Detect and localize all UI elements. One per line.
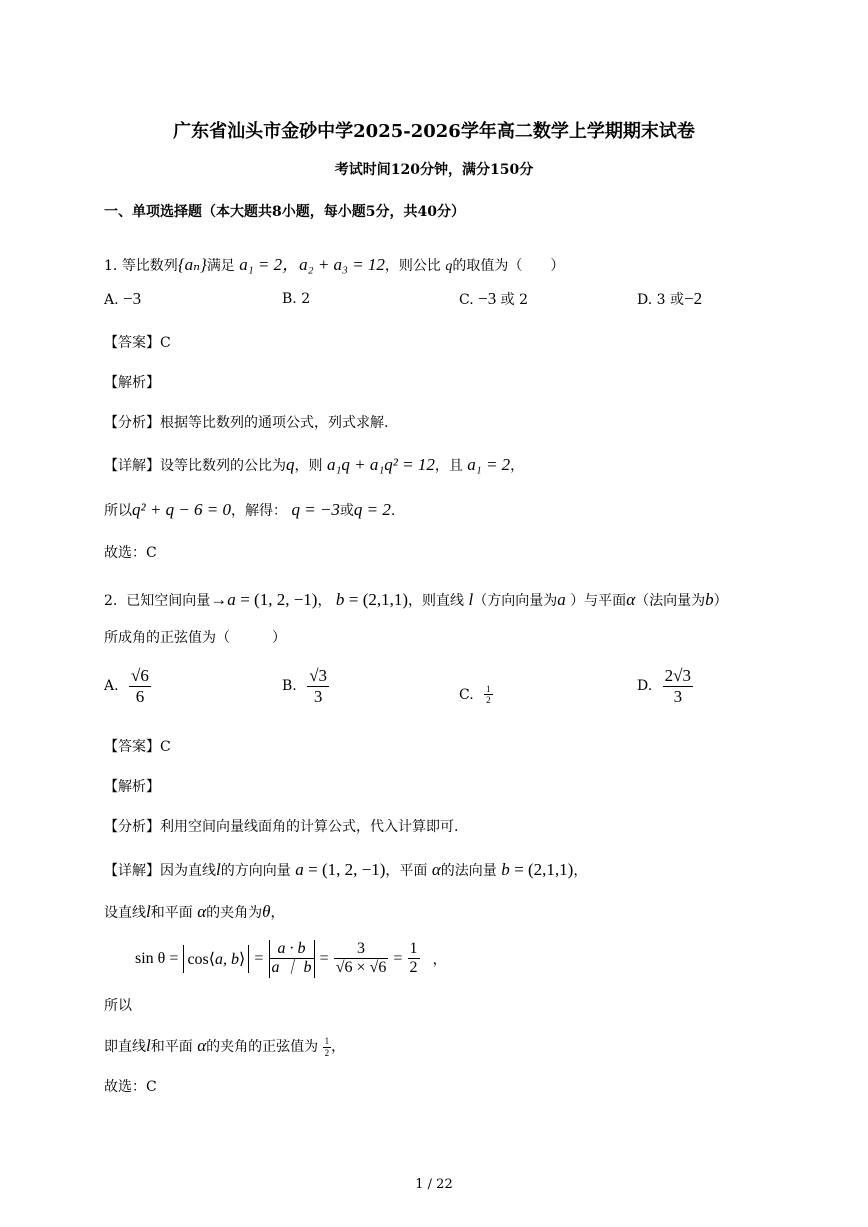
q1-fenxi: 【分析】根据等比数列的通项公式，列式求解. xyxy=(104,415,389,431)
q2-detail: 【详解】因为直线l的方向向量 a = (1, 2, −1)，平面 α的法向量 b = (2,1,1)， xyxy=(104,860,588,879)
q1-stem: 1. 等比数列{aₙ}满足 a₁ = 2，a₂ + a₃ = 12，则公比 q的取值为（ ） xyxy=(104,255,565,274)
q1-option-b: B. 2 xyxy=(282,291,311,307)
exam-info: 考试时间120分钟，满分150分 xyxy=(334,162,534,178)
q2-answer: 【答案】C xyxy=(104,739,171,755)
q2-fenxi: 【分析】利用空间向量线面角的计算公式，代入计算即可. xyxy=(104,819,459,835)
page-title: 广东省汕头市金砂中学2025-2026学年高二数学上学期期末试卷 xyxy=(173,121,695,142)
q2-option-c: C. $\frac{1}{2}$ xyxy=(459,684,491,706)
q2-formula: sin θ = cos⟨a, b⟩ = $\frac{a \cdot b}{a | b}$ = $\frac{3}{√6 \times √6}$ = $\frac{1}{2}$ ， xyxy=(135,940,447,977)
q2-stem: 2. 已知空间向量→a = (1, 2, −1)， b = (2,1,1)，则直线 l（方向向量为a ）与平面α（法向量为b） xyxy=(104,590,728,609)
q1-option-a: A. −3 xyxy=(104,289,142,308)
q2-option-d: D. $\frac{2√3}{3}$ xyxy=(637,666,691,706)
q2-choice: 故选：C xyxy=(104,1079,157,1095)
q2-conclusion: 即直线l和平面 α的夹角的正弦值为 $\frac{1}{2}$ ， xyxy=(104,1036,346,1058)
q2-option-b: B. $\frac{√3}{3}$ xyxy=(282,666,328,706)
q1-option-c: C. −3 或 2 xyxy=(459,289,529,308)
page-number: 1 / 22 xyxy=(415,1177,453,1192)
q1-analysis-label: 【解析】 xyxy=(104,375,160,391)
q1-detail: 【详解】设等比数列的公比为q，则 a₁q + a₁q² = 12，且 a₁ = 2， xyxy=(104,455,525,474)
q2-set-angle: 设直线l和平面 α的夹角为θ， xyxy=(104,902,285,921)
q1-solution: 所以q² + q − 6 = 0，解得： q = −3或q = 2. xyxy=(104,500,396,519)
q1-option-d: D. 3 或−2 xyxy=(637,289,703,308)
q2-option-a: A. $\frac{√6}{6}$ xyxy=(104,666,149,706)
q2-so-label: 所以 xyxy=(104,998,132,1014)
section-heading: 一、单项选择题（本大题共8小题，每小题5分，共40分） xyxy=(104,204,465,220)
q1-answer: 【答案】C xyxy=(104,335,171,351)
q2-analysis-label: 【解析】 xyxy=(104,779,160,795)
q1-choice: 故选：C xyxy=(104,545,157,561)
q2-stem-line2: 所成角的正弦值为（ ） xyxy=(104,630,286,646)
